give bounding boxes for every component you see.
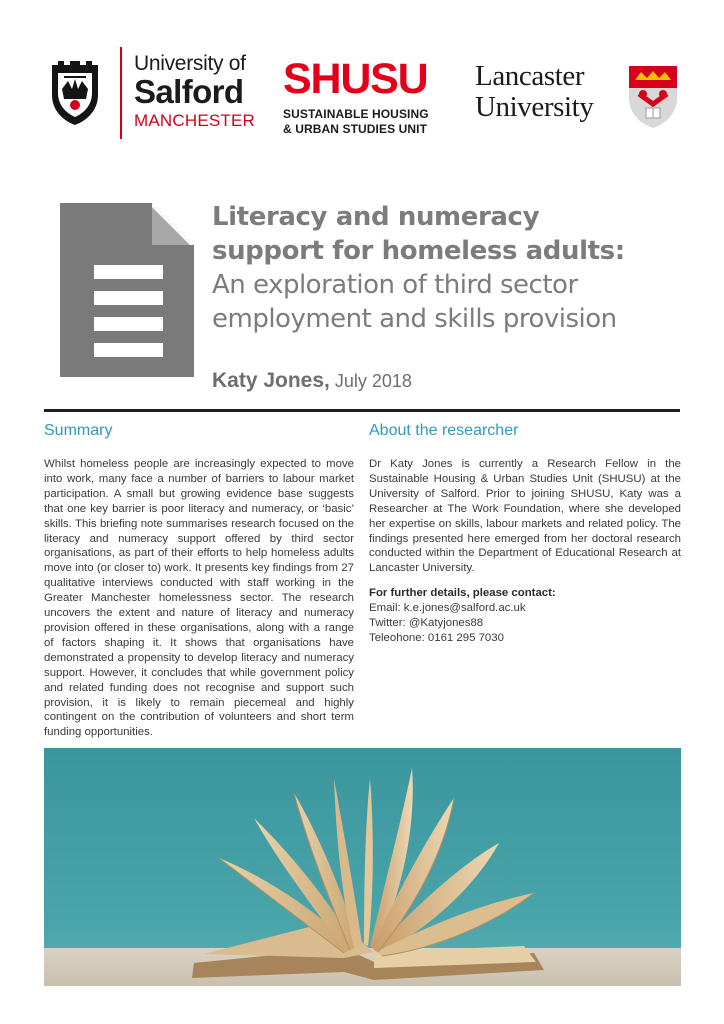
researcher-heading: About the researcher (369, 422, 519, 439)
lancaster-wordmark (475, 62, 593, 122)
salford-line3: MANCHESTER (134, 111, 256, 130)
contact-email[interactable]: Email: k.e.jones@salford.ac.uk (369, 602, 526, 614)
open-book-photo (44, 748, 681, 986)
shusu-subtitle-2: & URBAN STUDIES UNIT (283, 121, 428, 136)
contact-twitter[interactable]: Twitter: @Katyjones88 (369, 617, 484, 629)
lancaster-line1: Lancaster (475, 60, 585, 92)
subtitle-line-1: An exploration of third sector (212, 270, 578, 300)
publication-date: July 2018 (329, 371, 412, 391)
lancaster-line2: University (475, 91, 594, 123)
lancaster-logo (475, 62, 685, 132)
open-book-illustration (44, 748, 681, 986)
summary-heading: Summary (44, 422, 113, 439)
subtitle-line-2: employment and skills provision (212, 304, 617, 334)
shusu-subtitle-1: SUSTAINABLE HOUSING (283, 107, 429, 121)
header-divider (44, 409, 680, 412)
contact-phone: Teleohone: 0161 295 7030 (369, 632, 504, 644)
lancaster-crest-icon (627, 64, 679, 130)
summary-text: Whilst homeless people are increasingly expected to move into work, many face a number of barriers to labour market participation. A small but growing evidence base suggests that one key barrier is poor literacy and numeracy, or ‘basic’ skills. This briefing note summarises research focused on the literacy and numeracy support offered by third sector organisations, as part of their efforts to help homeless adults move into (or closer to) work. It presents key findings from 27 qualitative interviews conducted with staff working in the Greater Manchester homelessness sector. The research uncovers the extent and nature of literacy and numeracy provision offered in these organisations, along with a range of factors shaping it. It shows that organisations have demonstrated a propensity to develop literacy and numeracy support. However, it concludes that while government policy and related funding does not recognise and support such provision, it is likely to remain piecemeal and highly contingent on the contribution of volunteers and short term funding opportunities. (44, 458, 354, 739)
salford-crest-icon (48, 59, 102, 127)
shusu-logo (283, 55, 453, 136)
researcher-text: Dr Katy Jones is currently a Research Fellow in the Sustainable Housing & Urban Studies Unit (SHUSU) at the University of Salford. Prior to joining SHUSU, Katy was a Researcher at The Work Foundation, where she developed her expertise on skills, labour markets and related policy. The findings presented here emerged from her doctoral research conducted within the Department of Educational Research at Lancaster University. (369, 458, 681, 575)
title-line-2: support for homeless adults: (212, 236, 625, 266)
shusu-wordmark: SHUSU (283, 55, 428, 103)
document-icon (60, 203, 194, 377)
salford-line2: Salford (134, 73, 244, 110)
salford-logo (48, 47, 256, 139)
contact-heading: For further details, please contact: (369, 587, 556, 599)
author-name: Katy Jones, (212, 369, 330, 392)
salford-wordmark (134, 53, 255, 129)
salford-line1: University of (134, 52, 246, 75)
salford-divider (120, 47, 122, 139)
byline (212, 369, 412, 393)
document-title (212, 200, 692, 336)
contact-details (369, 586, 681, 646)
title-line-1: Literacy and numeracy (212, 202, 540, 232)
